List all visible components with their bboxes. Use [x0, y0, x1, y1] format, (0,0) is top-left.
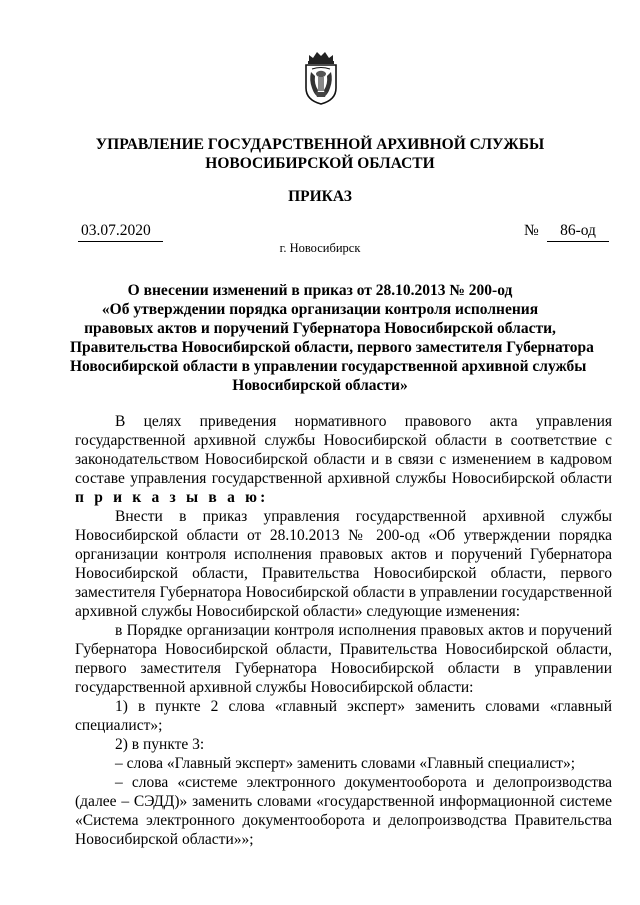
intro-paragraph: В целях приведения нормативного правового акта управления государственной архивной службы Новосибирской области в соответствие с законодательством Новосибирской области и в связи с изменением в кадровом составе управления государственной архивной службы Новосибирской области [75, 413, 612, 487]
title-line: Правительства Новосибирской области, первого заместителя Губернатора [70, 339, 594, 356]
organization-name-line-1: УПРАВЛЕНИЕ ГОСУДАРСТВЕННОЙ АРХИВНОЙ СЛУЖБЫ [95, 136, 545, 153]
paragraph-dash-1: – слова «Главный эксперт» заменить словами «Главный специалист»; [115, 755, 576, 772]
paragraph-dash-2: – слова «системе электронного документооборота и делопроизводства (далее – СЭДД)» заменить словами «государственной информационной системе «Система электронного документооборота и делопроизводства Правительства Новосибирской области»»; [75, 774, 612, 848]
title-line: Новосибирской области» [232, 377, 408, 394]
paragraph-item-2: 2) в пункте 3: [115, 736, 205, 753]
title-line: О внесении изменений в приказ от 28.10.2013 № 200-од [127, 282, 513, 299]
paragraph-item-1: 1) в пункте 2 слова «главный эксперт» заменить словами «главный специалист»; [75, 698, 612, 734]
document-title [70, 281, 594, 395]
title-line: Новосибирской области в управлении государственной архивной службы [70, 358, 587, 375]
paragraph-amend-order: Внести в приказ управления государственной архивной службы Новосибирской области от 28.10.2013 № 200-од «Об утверждении порядка организации контроля исполнения правовых актов и поручений Губернатора Новосибирской области, Правительства Новосибирской области, первого заместителя Губернатора Новосибирской области в управлении государственной архивной службы Новосибирской области» следующие изменения: [75, 508, 612, 620]
city-name: г. Новосибирск [279, 241, 361, 255]
document-body [75, 412, 612, 849]
document-type: ПРИКАЗ [288, 188, 352, 205]
organization-name-line-2: НОВОСИБИРСКОЙ ОБЛАСТИ [205, 155, 435, 172]
number-sign: № [524, 222, 539, 239]
coat-of-arms-emblem [300, 50, 342, 106]
title-line: «Об утверждении порядка организации контроля исполнения [101, 301, 539, 318]
document-date: 03.07.2020 [78, 221, 163, 242]
title-line: правовых актов и поручений Губернатора Новосибирской области, [84, 320, 556, 337]
paragraph-procedure: в Порядке организации контроля исполнения правовых актов и поручений Губернатора Новосибирской области, Правительства Новосибирской области, первого заместителя Губернатора Новосибирской области в управлении государственной архивной службы Новосибирской области: [75, 622, 612, 696]
document-number: 86-од [547, 221, 609, 242]
order-word: п р и к а з ы в а ю: [75, 489, 269, 506]
